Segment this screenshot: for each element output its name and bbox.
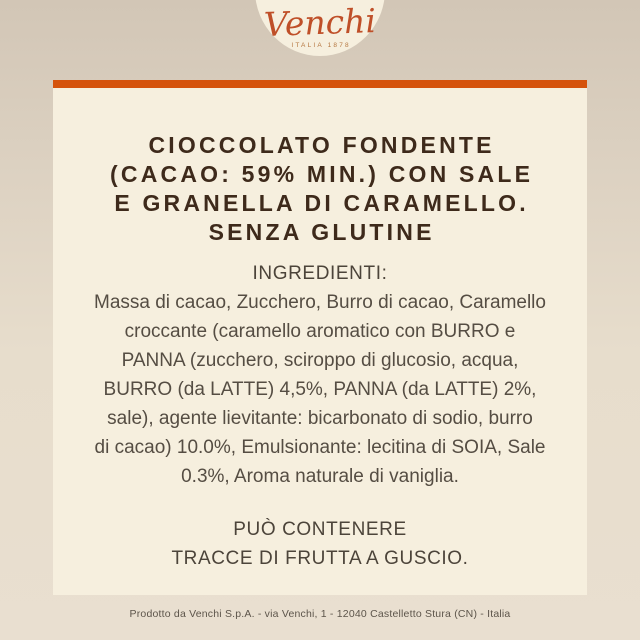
ingredients-heading: INGREDIENTI:	[252, 263, 388, 284]
ingredients-line: sale), agente lievitante: bicarbonato di sodio, burro	[107, 408, 533, 429]
ingredients-line: croccante (caramello aromatico con BURRO e	[124, 321, 516, 342]
product-title-line: SENZA GLUTINE	[208, 219, 435, 245]
product-title-line: E GRANELLA DI CARAMELLO.	[114, 190, 529, 216]
ingredients-line: Massa di cacao, Zucchero, Burro di cacao, Caramello	[94, 292, 546, 313]
label-card	[53, 88, 587, 595]
accent-divider-bar	[53, 80, 587, 88]
allergen-line: PUÒ CONTENERE	[233, 519, 407, 540]
logo-tagline: ITALIA 1878	[291, 42, 351, 49]
product-title-line: (CACAO: 59% MIN.) CON SALE	[110, 161, 534, 187]
allergen-line: TRACCE DI FRUTTA A GUSCIO.	[171, 548, 469, 569]
product-title	[53, 131, 587, 247]
ingredients-line: di cacao) 10.0%, Emulsionante: lecitina di SOIA, Sale	[94, 437, 546, 458]
manufacturer-info: Prodotto da Venchi S.p.A. - via Venchi, 1 - 12040 Castelletto Stura (CN) - Italia	[129, 608, 511, 620]
venchi-wordmark: Venchi	[263, 1, 377, 44]
ingredients-line: 0.3%, Aroma naturale di vaniglia.	[181, 466, 459, 487]
product-title-line: CIOCCOLATO FONDENTE	[148, 132, 495, 158]
ingredients-line: PANNA (zucchero, sciroppo di glucosio, acqua,	[121, 350, 519, 371]
allergen-notice	[53, 515, 587, 573]
ingredients-section	[53, 259, 587, 491]
ingredients-line: BURRO (da LATTE) 4,5%, PANNA (da LATTE) 2%,	[103, 379, 537, 400]
venchi-logo-badge	[255, 0, 385, 56]
